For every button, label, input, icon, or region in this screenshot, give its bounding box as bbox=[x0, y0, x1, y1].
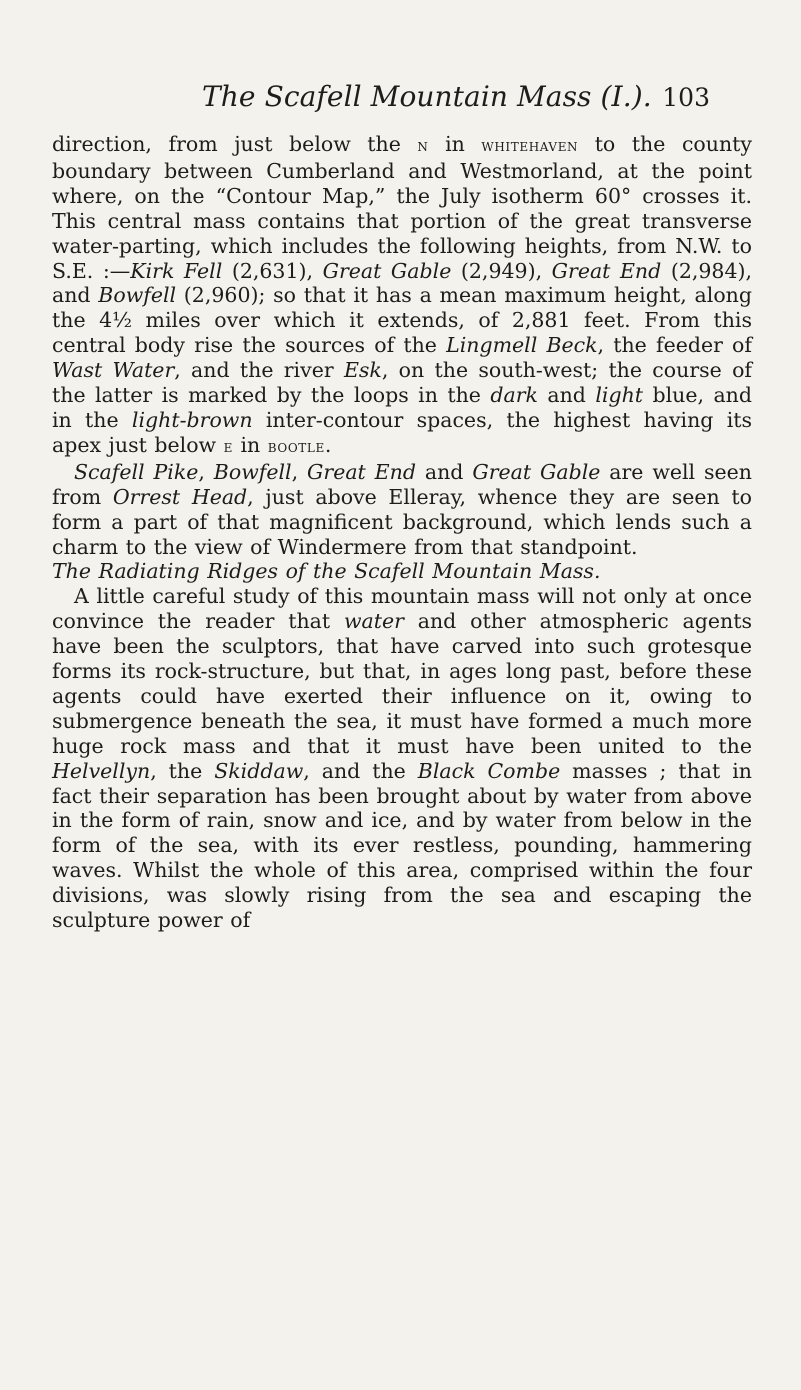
place-name: Bowfell bbox=[213, 459, 292, 484]
place-name: Bowfell bbox=[98, 283, 177, 308]
place-name: Great Gable bbox=[322, 258, 452, 283]
text-run: to the county boundary between Cumberland and Westmorland, at the point where, on the “Contour Map,” the July isotherm 60° crosses it. This central mass contains that portion of the great transverse water-parting, which includes the following heights, from N.W. to S.E. :— bbox=[52, 132, 752, 283]
place-name: Great End bbox=[551, 258, 662, 283]
place-name: Kirk Fell bbox=[130, 258, 223, 283]
place-name: Lingmell Beck bbox=[446, 333, 598, 358]
paragraph-3 bbox=[52, 584, 752, 933]
title-suffix: ). bbox=[631, 80, 652, 113]
text-run: (2,949), bbox=[451, 258, 552, 283]
text-run: blue, and in the bbox=[52, 383, 752, 432]
title-text: The Scafell Mountain Mass ( bbox=[202, 80, 612, 113]
place-name: Orrest Head bbox=[112, 484, 248, 509]
page-number: 103 bbox=[662, 83, 710, 112]
text-run: masses ; that in fact their separation has been brought about by water from above in the form of rain, snow and ice, and by water from below in the form of the sea, with its ever restless, pounding, hammering waves. Whilst the whole of this area, comprised within the four divisions, was slowly rising from the sea and escaping the sculpture power of bbox=[52, 758, 752, 933]
text-run: , just above Elleray, whence they are seen to form a part of that magnificent background, which lends such a charm to the view of Windermere from that standpoint. bbox=[52, 484, 752, 559]
place-name: Skiddaw bbox=[214, 758, 304, 783]
emphasis: light-brown bbox=[131, 407, 253, 432]
text-run: inter-contour spaces, the highest having its apex just below bbox=[52, 407, 753, 457]
emphasis: light bbox=[595, 383, 644, 408]
body-text bbox=[52, 132, 752, 933]
text-run: , bbox=[198, 459, 214, 484]
place-name: Helvellyn bbox=[52, 758, 151, 783]
text-run: , the bbox=[150, 758, 215, 783]
text-run: , the feeder of bbox=[597, 333, 752, 358]
emphasis: water bbox=[343, 609, 404, 634]
text-run: (2,631), bbox=[222, 258, 323, 283]
place-name: Great End bbox=[307, 459, 416, 484]
place-name: Black Combe bbox=[417, 758, 561, 783]
text-run: , on the south-west; the course of the latter is marked by the loops in the bbox=[52, 358, 753, 408]
text-run: , bbox=[291, 459, 308, 484]
running-header bbox=[52, 80, 752, 132]
text-run: . bbox=[324, 432, 332, 457]
text-run: (2,984), and bbox=[52, 258, 753, 308]
title-division: I. bbox=[611, 80, 632, 113]
map-place-name: whitehaven bbox=[481, 136, 579, 156]
text-run: are well seen from bbox=[52, 459, 752, 509]
map-letter: e bbox=[223, 436, 233, 457]
place-name: Great Gable bbox=[472, 459, 601, 484]
text-run: and bbox=[537, 383, 596, 408]
text-run: and bbox=[415, 459, 473, 484]
place-name: Wast Water bbox=[52, 358, 175, 383]
text-run: , and the bbox=[303, 758, 418, 783]
paragraph-1 bbox=[52, 132, 752, 460]
place-name: Esk bbox=[343, 358, 382, 383]
section-heading: The Radiating Ridges of the Scafell Mountain Mass. bbox=[52, 559, 601, 584]
text-run: in bbox=[232, 432, 268, 457]
map-place-name: bootle bbox=[267, 436, 325, 457]
text-run: and other atmospheric agents have been the sculptors, that have carved into such grotesque forms its rock-structure, but that, in ages long past, before these agents could have exerted their influence on it, owing to submergence beneath the sea, it must have formed a much more huge rock mass and that it must have been united to the bbox=[52, 609, 752, 758]
paragraph-2 bbox=[52, 460, 752, 560]
emphasis: dark bbox=[490, 383, 538, 408]
text-run: , and the river bbox=[174, 358, 344, 383]
text-run: (2,960); so that it has a mean maximum height, along the 4½ miles over which it extends, of 2,881 feet. From this central body rise the sources of the bbox=[52, 283, 752, 358]
map-letter: n bbox=[417, 136, 429, 156]
text-run: A little careful study of this mountain mass will not only at once convince the reader that bbox=[52, 584, 752, 634]
place-name: Scafell Pike bbox=[74, 459, 199, 484]
running-title bbox=[202, 80, 652, 113]
book-page bbox=[52, 80, 752, 933]
text-run: direction, from just below the bbox=[52, 132, 418, 156]
text-run: in bbox=[428, 132, 482, 156]
